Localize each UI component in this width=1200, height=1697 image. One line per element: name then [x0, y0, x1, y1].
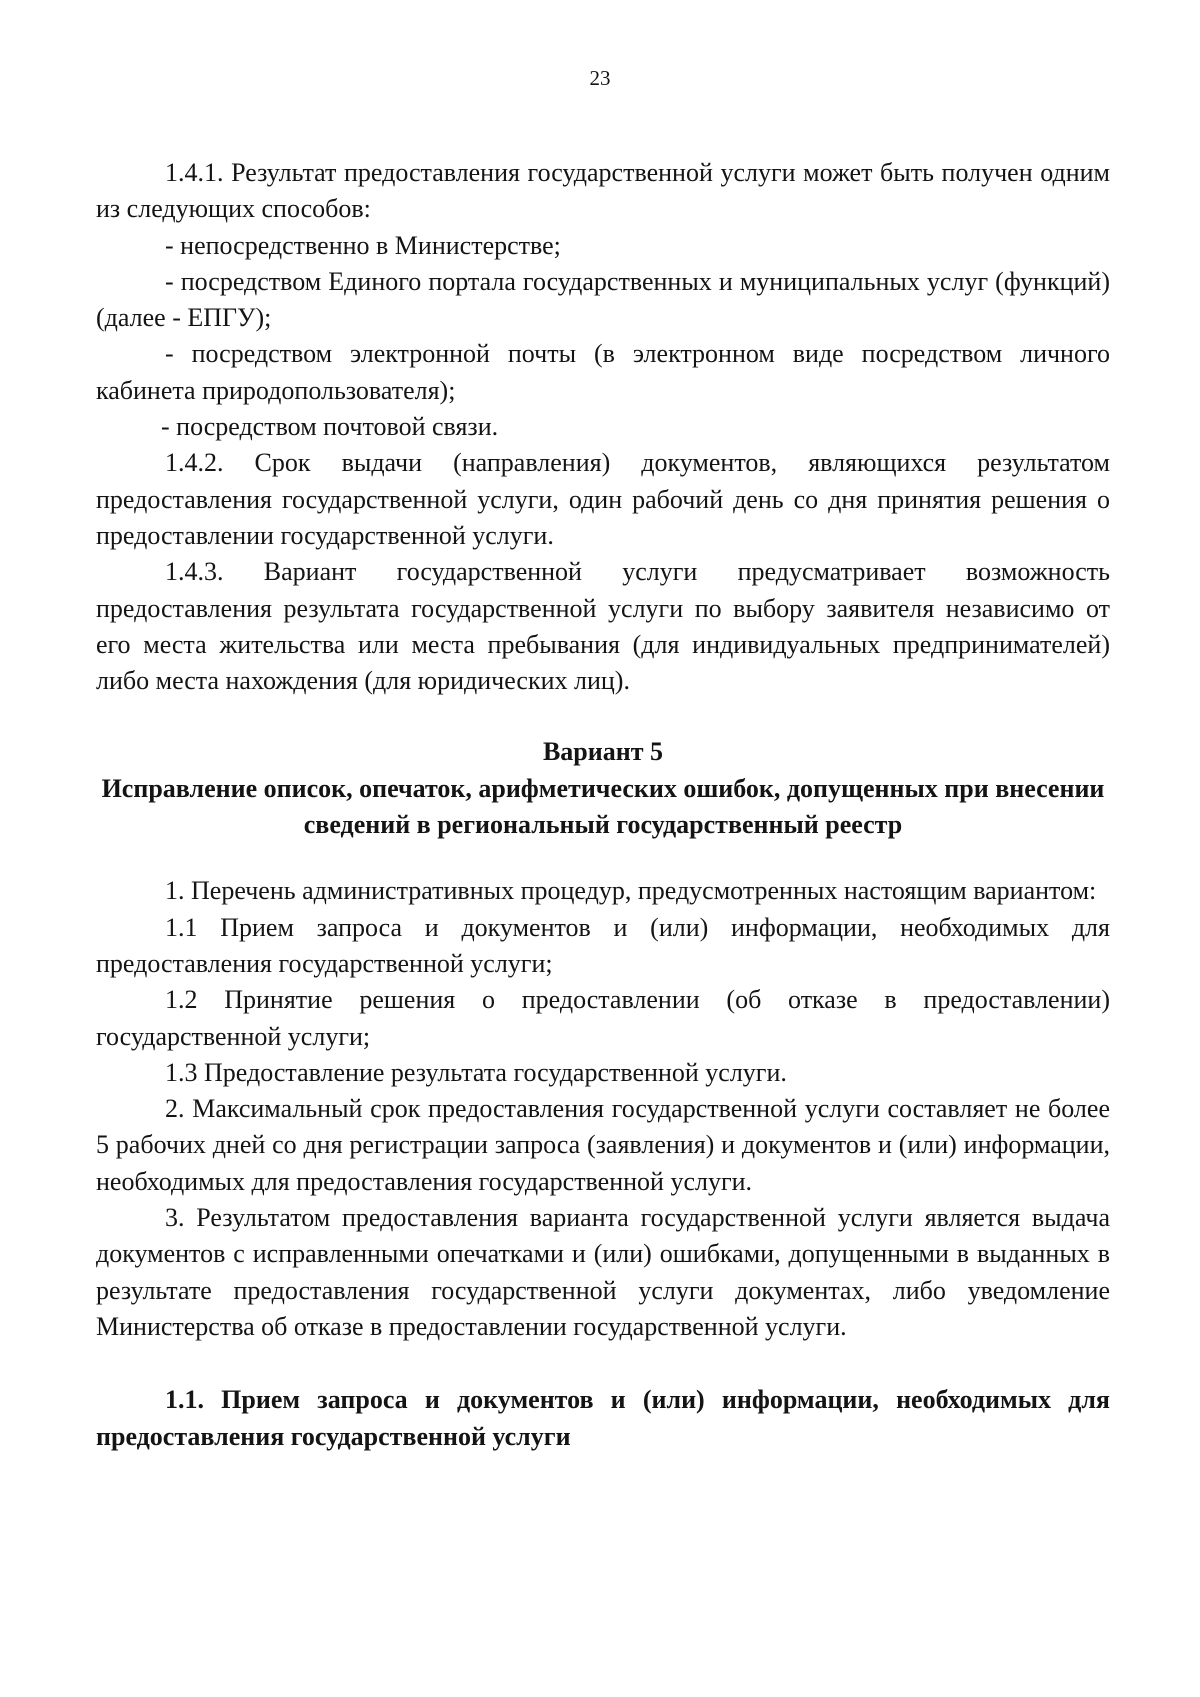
paragraph-1-4-2: 1.4.2. Срок выдачи (направления) документов, являющихся результатом предоставления государственной услуги, один рабочий день со дня принятия решения о предоставлении государственной услуги.	[96, 448, 1110, 550]
document-body	[96, 155, 1110, 1455]
list-item-post: - посредством почтовой связи.	[161, 412, 499, 442]
page-number: 23	[589, 66, 611, 90]
paragraph-1-4-1: 1.4.1. Результат предоставления государственной услуги может быть получен одним из следующих способов:	[96, 158, 1110, 224]
paragraph-1-4-3: 1.4.3. Вариант государственной услуги предусматривает возможность предоставления результата государственной услуги по выбору заявителя независимо от его места жительства или места пребывания (для индивидуальных предпринимателей) либо места нахождения (для юридических лиц).	[96, 557, 1110, 696]
list-item-email: - посредством электронной почты (в электронном виде посредством личного кабинета природопользователя);	[96, 339, 1110, 405]
paragraph-1-procedures: 1. Перечень административных процедур, предусмотренных настоящим вариантом:	[165, 876, 1097, 906]
variant-subtitle: Исправление описок, опечаток, арифметических ошибок, допущенных при внесении сведений в региональный государственный реестр	[101, 773, 1105, 840]
subsection-heading: 1.1. Прием запроса и документов и (или) информации, необходимых для предоставления государственной услуги	[96, 1385, 1110, 1451]
paragraph-3-result: 3. Результатом предоставления варианта государственной услуги является выдача документов с исправленными опечатками и (или) ошибками, допущенными в выданных в результате предоставления государственной услуги документах, либо уведомление Министерства об отказе в предоставлении государственной услуги.	[96, 1203, 1110, 1341]
variant-title: Вариант 5	[542, 737, 664, 767]
list-item-ministry: - непосредственно в Министерстве;	[165, 230, 561, 260]
paragraph-2-max-term: 2. Максимальный срок предоставления государственной услуги составляет не более 5 рабочих дней со дня регистрации запроса (заявления) и документов и (или) информации, необходимых для предоставления государственной услуги.	[96, 1094, 1110, 1196]
paragraph-1-2: 1.2 Принятие решения о предоставлении (об отказе в предоставлении) государственной услуги;	[96, 985, 1110, 1051]
list-item-epgu: - посредством Единого портала государственных и муниципальных услуг (функций) (далее - ЕПГУ);	[96, 266, 1110, 333]
paragraph-1-1: 1.1 Прием запроса и документов и (или) информации, необходимых для предоставления государственной услуги;	[96, 912, 1110, 978]
paragraph-1-3: 1.3 Предоставление результата государственной услуги.	[165, 1057, 787, 1087]
